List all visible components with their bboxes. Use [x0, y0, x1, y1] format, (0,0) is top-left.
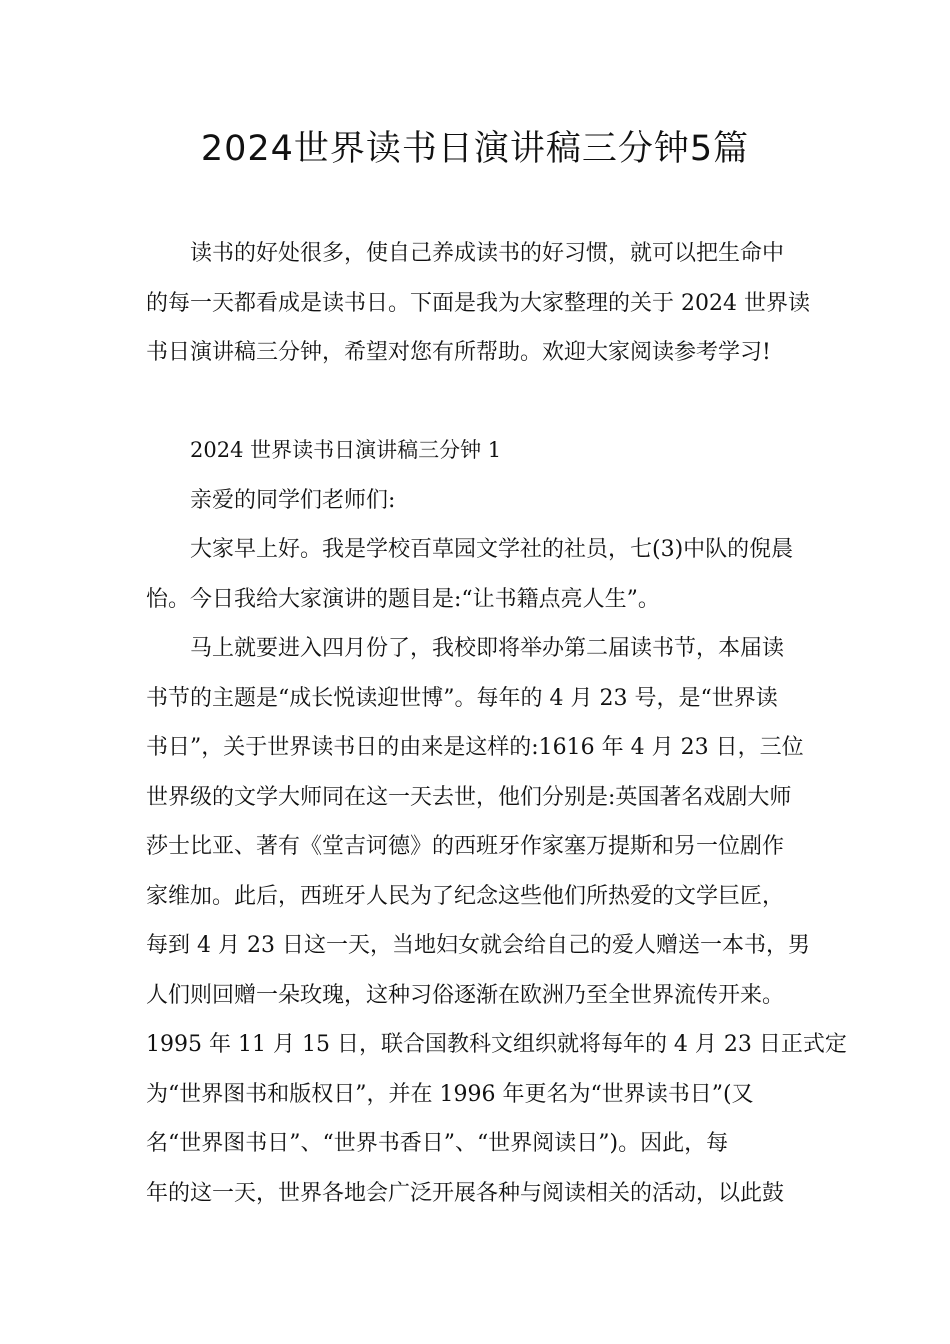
paragraph-line: 马上就要进入四月份了，我校即将举办第二届读书节，本届读	[190, 636, 785, 661]
paragraph-line: 为“世界图书和版权日”，并在 1996 年更名为“世界读书日”(又	[146, 1081, 754, 1107]
paragraph-line: 1995 年 11 月 15 日，联合国教科文组织就将每年的 4 月 23 日正式定	[146, 1032, 847, 1057]
paragraph-line: 怡。今日我给大家演讲的题目是:“让书籍点亮人生”。	[146, 586, 660, 612]
paragraph-line: 年的这一天，世界各地会广泛开展各种与阅读相关的活动，以此鼓	[146, 1180, 785, 1206]
section-heading: 2024 世界读书日演讲稿三分钟 1	[190, 438, 502, 462]
paragraph-line: 世界级的文学大师同在这一天去世，他们分别是:英国著名戏剧大师	[146, 784, 792, 810]
paragraph-line: 家维加。此后，西班牙人民为了纪念这些他们所热爱的文学巨匠，	[146, 883, 785, 909]
paragraph-line: 书日”，关于世界读书日的由来是这样的:1616 年 4 月 23 日，三位	[146, 735, 804, 760]
paragraph-line: 莎士比亚、著有《堂吉诃德》的西班牙作家塞万提斯和另一位剧作	[146, 834, 785, 859]
speech-section-1	[146, 426, 847, 1218]
document-title: 2024世界读书日演讲稿三分钟5篇	[200, 129, 750, 169]
paragraph-line: 每到 4 月 23 日这一天，当地妇女就会给自己的爱人赠送一本书，男	[146, 933, 810, 958]
intro-line: 的每一天都看成是读书日。下面是我为大家整理的关于 2024 世界读	[146, 290, 810, 316]
intro-paragraph	[146, 229, 810, 378]
intro-line: 书日演讲稿三分钟，希望对您有所帮助。欢迎大家阅读参考学习!	[146, 340, 771, 365]
greeting-line: 亲爱的同学们老师们:	[190, 487, 396, 513]
paragraph-line: 人们则回赠一朵玫瑰，这种习俗逐渐在欧洲乃至全世界流传开来。	[146, 982, 785, 1008]
paragraph-line: 名“世界图书日”、“世界书香日”、“世界阅读日”)。因此，每	[146, 1131, 729, 1156]
paragraph-line: 书节的主题是“成长悦读迎世博”。每年的 4 月 23 号，是“世界读	[146, 685, 778, 711]
paragraph-line: 大家早上好。我是学校百草园文学社的社员，七(3)中队的倪晨	[190, 537, 794, 562]
intro-line: 读书的好处很多，使自己养成读书的好习惯，就可以把生命中	[190, 241, 785, 266]
